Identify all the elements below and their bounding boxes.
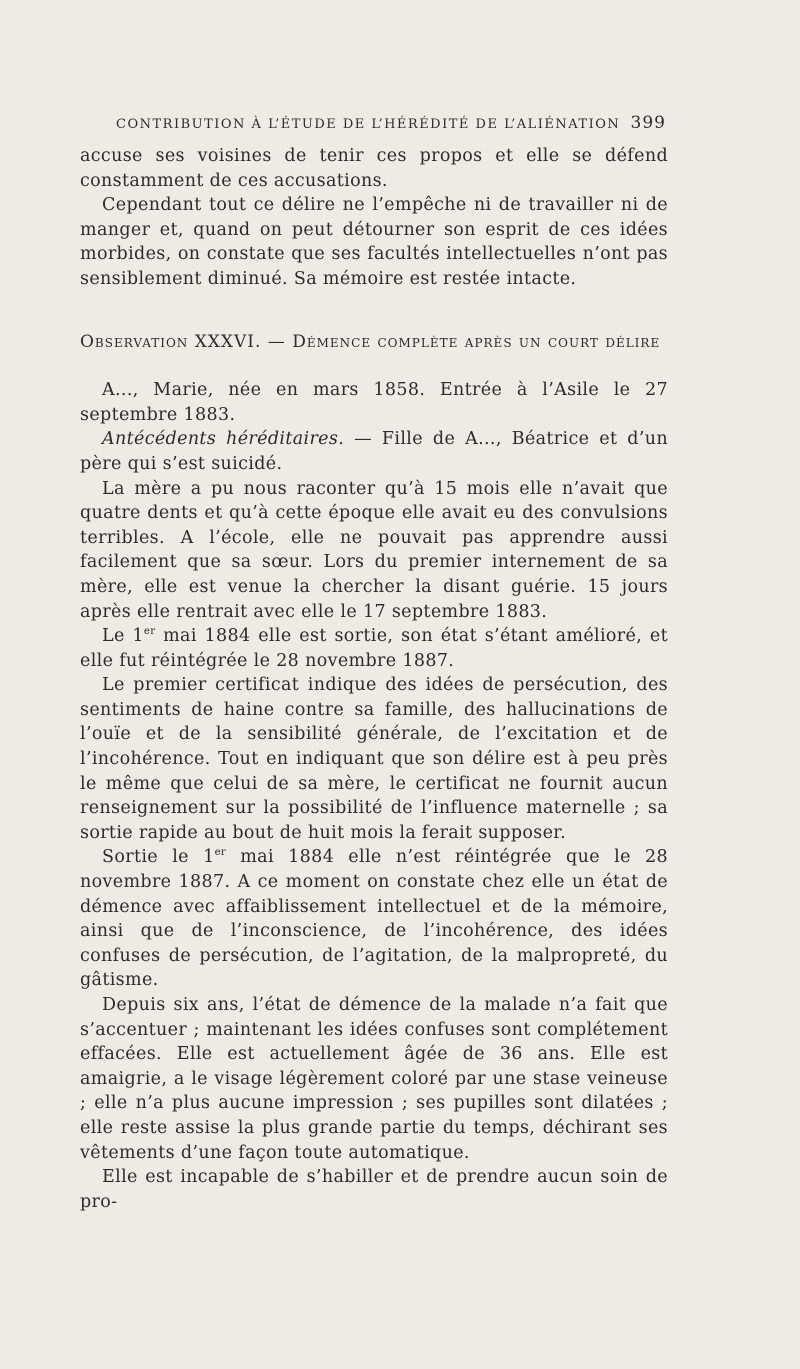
heading-separator: — bbox=[261, 331, 293, 352]
paragraph: Elle est incapable de s’habiller et de prendre aucun soin de pro- bbox=[80, 1167, 668, 1212]
paragraph: Depuis six ans, l’état de démence de la malade n’a fait que s’accentuer ; maintenant les idées confuses sont complétement effacées. Elle est actuellement âgée de 36 ans. Elle est amaigrie, a le visage légèrement coloré par une stase veineuse ; elle n’a plus aucune impression ; ses pupilles sont dilatées ; elle reste assise la plus grande partie du temps, déchirant ses vêtements d’une façon toute automatique. bbox=[80, 995, 668, 1163]
antecedents-text: — Fille de A..., Béatrice et d’un père qui s’est suicidé. bbox=[80, 429, 669, 474]
text-run: Sortie le 1 bbox=[102, 847, 215, 868]
running-header bbox=[116, 113, 666, 133]
page-number: 399 bbox=[630, 113, 666, 133]
paragraph-intro: A..., Marie, née en mars 1858. Entrée à l’Asile le 27 septembre 1883. bbox=[80, 380, 668, 425]
superscript: er bbox=[214, 847, 226, 859]
paragraph: Cependant tout ce délire ne l’empêche ni de travailler ni de manger et, quand on peut détourner son esprit de ces idées morbides, on constate que ses facultés intellectuelles n’ont pas sensiblement diminué. Sa mémoire est restée intacte. bbox=[80, 195, 668, 289]
paragraph bbox=[80, 624, 668, 673]
paragraph: accuse ses voisines de tenir ces propos et elle se défend constamment de ces accusations. bbox=[80, 146, 668, 191]
text-run: mai 1884 elle n’est réintégrée que le 28 novembre 1887. A ce moment on constate chez elle un état de démence avec affaiblissement intellectuel et de la mémoire, ainsi que de l’inconscience, de l’incohérence, des idées confuses de persécution, de l’agitation, de la malpropreté, du gâtisme. bbox=[80, 847, 668, 991]
paragraph: La mère a pu nous raconter qu’à 15 mois elle n’avait que quatre dents et qu’à cette époque elle avait eu des convulsions terribles. A l’école, elle ne pouvait pas apprendre aussi facilement que sa sœur. Lors du premier internement de sa mère, elle est venue la chercher la disant guérie. 15 jours après elle rentrait avec elle le 17 septembre 1883. bbox=[80, 478, 668, 622]
page-body bbox=[80, 144, 668, 1214]
paragraph bbox=[80, 845, 668, 993]
observation-label: Observation XXXVI. bbox=[80, 331, 262, 352]
text-run: Le 1 bbox=[102, 626, 144, 647]
running-title: CONTRIBUTION À L’ÉTUDE DE L’HÉRÉDITÉ DE L’ALIÉNATION bbox=[116, 117, 621, 132]
text-run: mai 1884 elle est sortie, son état s’étant amélioré, et elle fut réintégrée le 28 novembre 1887. bbox=[80, 626, 668, 671]
superscript: er bbox=[143, 626, 156, 638]
paragraph: Le premier certificat indique des idées de persécution, des sentiments de haine contre sa famille, des hallucinations de l’ouïe et de la sensibilité générale, de l’excitation et de l’incohérence. Tout en indiquant que son délire est à peu près le même que celui de sa mère, le certificat ne fournit aucun renseignement sur la possibilité de l’influence maternelle ; sa sortie rapide au bout de huit mois la ferait supposer. bbox=[80, 675, 668, 843]
observation-heading bbox=[80, 330, 668, 355]
observation-title: Démence complète après un court délire bbox=[292, 331, 661, 352]
paragraph-antecedents bbox=[80, 427, 668, 476]
antecedents-label: Antécédents héréditaires. bbox=[102, 429, 345, 450]
